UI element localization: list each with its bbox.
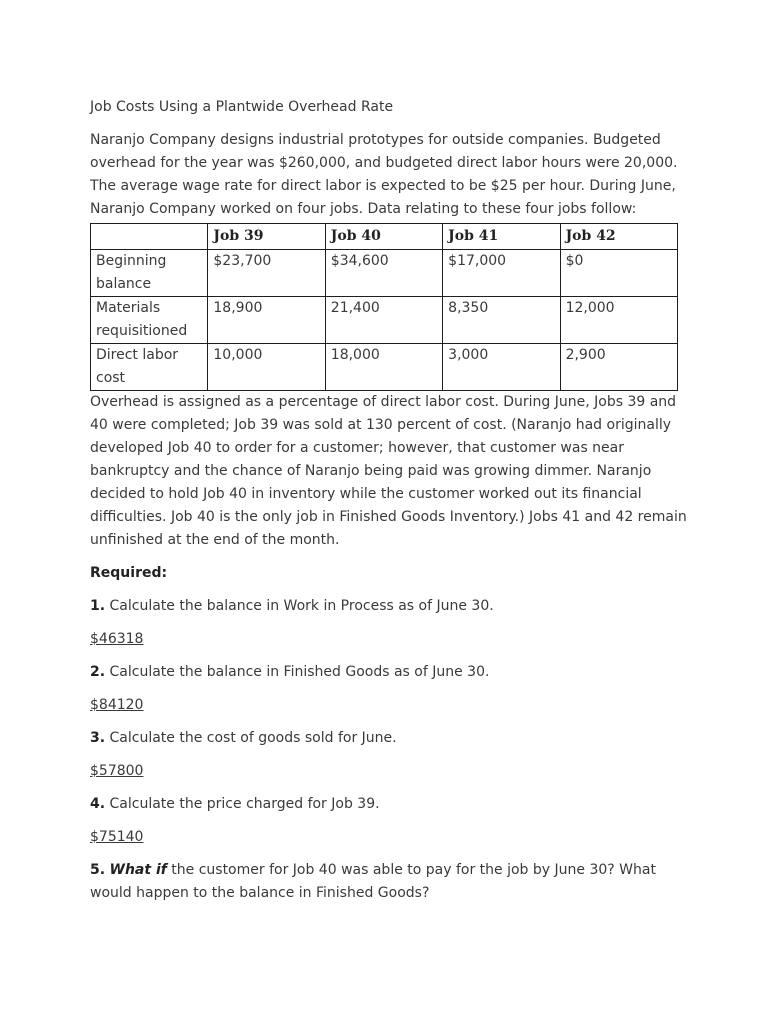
question-number: 3. bbox=[90, 730, 106, 746]
table-cell: 21,400 bbox=[325, 297, 442, 344]
question-emphasis: What if bbox=[109, 862, 167, 878]
table-header-cell: Job 42 bbox=[560, 224, 677, 250]
table-header-cell: Job 40 bbox=[325, 224, 442, 250]
table-header-row bbox=[91, 224, 678, 250]
question-1 bbox=[90, 595, 690, 618]
table-cell: 2,900 bbox=[560, 344, 677, 391]
table-cell: $17,000 bbox=[443, 250, 560, 297]
required-heading: Required: bbox=[90, 565, 168, 581]
table-cell: Beginning balance bbox=[91, 250, 208, 297]
question-3 bbox=[90, 727, 690, 750]
question-text: Calculate the balance in Work in Process as of June 30. bbox=[105, 598, 494, 614]
table-header-cell: Job 39 bbox=[208, 224, 325, 250]
table-cell: 8,350 bbox=[443, 297, 560, 344]
question-number: 4. bbox=[90, 796, 106, 812]
intro-paragraph: Naranjo Company designs industrial prototypes for outside companies. Budgeted overhead for the year was $260,000, and budgeted direct labor hours were 20,000. The average wage rate for direct labor is expected to be $25 per hour. During June, Naranjo Company worked on four jobs. Data relating to these four jobs follow: bbox=[90, 132, 678, 217]
table-cell: $0 bbox=[560, 250, 677, 297]
question-text: Calculate the balance in Finished Goods as of June 30. bbox=[105, 664, 490, 680]
job-data-table bbox=[90, 223, 678, 391]
question-text: the customer for Job 40 was able to pay for the job by June 30? What would happen to the balance in Finished Goods? bbox=[90, 862, 656, 901]
table-row bbox=[91, 250, 678, 297]
table-cell: 10,000 bbox=[208, 344, 325, 391]
table-cell: 18,000 bbox=[325, 344, 442, 391]
table-cell: Materials requisitioned bbox=[91, 297, 208, 344]
table-row bbox=[91, 344, 678, 391]
document-content bbox=[90, 96, 690, 915]
answer-3: $57800 bbox=[90, 763, 144, 779]
question-5 bbox=[90, 859, 690, 905]
question-number: 2. bbox=[90, 664, 106, 680]
question-4 bbox=[90, 793, 690, 816]
table-header-cell: Job 41 bbox=[443, 224, 560, 250]
table-row bbox=[91, 297, 678, 344]
table-cell: $34,600 bbox=[325, 250, 442, 297]
question-text: Calculate the cost of goods sold for June. bbox=[105, 730, 397, 746]
answer-2: $84120 bbox=[90, 697, 144, 713]
question-text: Calculate the price charged for Job 39. bbox=[105, 796, 380, 812]
answer-4: $75140 bbox=[90, 829, 144, 845]
question-2 bbox=[90, 661, 690, 684]
table-cell: 3,000 bbox=[443, 344, 560, 391]
table-cell: 12,000 bbox=[560, 297, 677, 344]
table-cell: 18,900 bbox=[208, 297, 325, 344]
table-header-cell bbox=[91, 224, 208, 250]
problem-title: Job Costs Using a Plantwide Overhead Rate bbox=[90, 99, 394, 115]
question-number: 1. bbox=[90, 598, 106, 614]
table-cell: $23,700 bbox=[208, 250, 325, 297]
table-cell: Direct labor cost bbox=[91, 344, 208, 391]
answer-1: $46318 bbox=[90, 631, 144, 647]
assignment-paragraph: Overhead is assigned as a percentage of direct labor cost. During June, Jobs 39 and 40 were completed; Job 39 was sold at 130 percent of cost. (Naranjo had originally developed Job 40 to order for a customer; however, that customer was near bankruptcy and the chance of Naranjo being paid was growing dimmer. Naranjo decided to hold Job 40 in inventory while the customer worked out its financial difficulties. Job 40 is the only job in Finished Goods Inventory.) Jobs 41 and 42 remain unfinished at the end of the month. bbox=[90, 394, 687, 548]
question-number: 5. bbox=[90, 862, 106, 878]
